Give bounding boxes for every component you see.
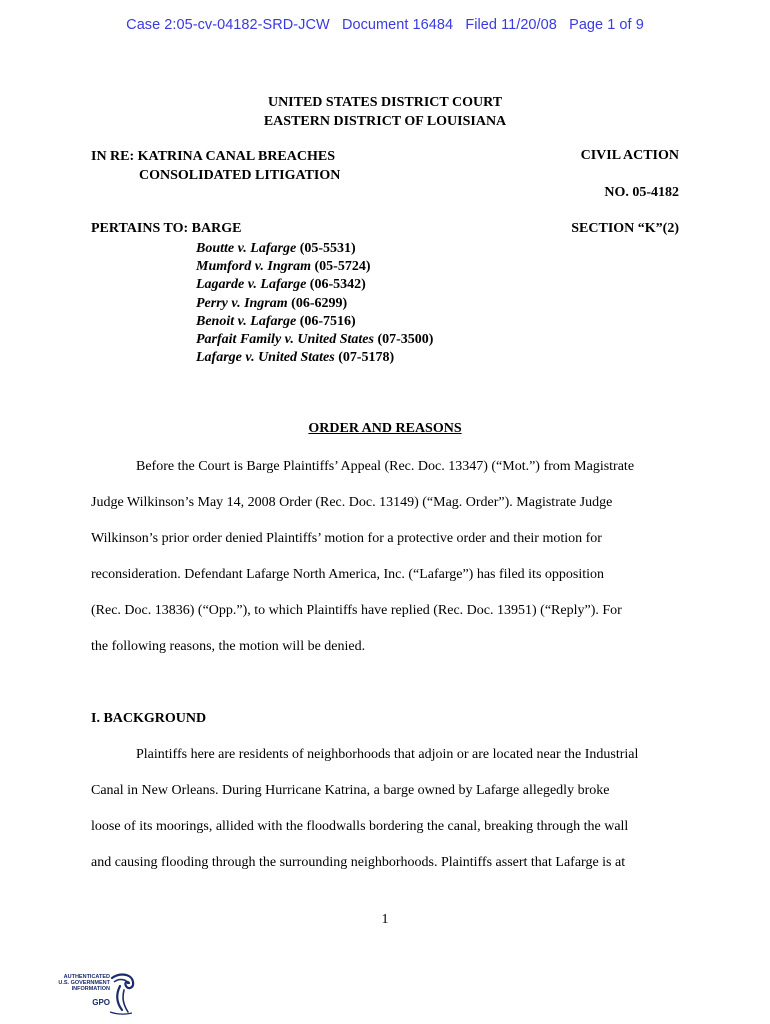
case-docket: (07-3500) — [377, 332, 434, 348]
page-number: 1 — [381, 912, 389, 927]
paragraph-line: Judge Wilkinson’s May 14, 2008 Order (Rec. Doc. 13149) (“Mag. Order”). Magistrate Judge — [91, 495, 613, 510]
background-heading: I. BACKGROUND — [91, 711, 207, 726]
paragraph-line: Plaintiffs here are residents of neighborhoods that adjoin or are located near the Industrial — [136, 747, 639, 762]
case-item — [196, 331, 433, 349]
paragraph-line: Canal in New Orleans. During Hurricane Katrina, a barge owned by Lafarge allegedly broke — [91, 783, 610, 798]
case-item — [196, 258, 433, 276]
case-item — [196, 313, 433, 331]
order-title: ORDER AND REASONS — [308, 421, 462, 436]
paragraph-line: reconsideration. Defendant Lafarge North America, Inc. (“Lafarge”) has filed its opposition — [91, 567, 605, 582]
case-docket: (07-5178) — [338, 350, 395, 366]
case-item — [196, 276, 433, 294]
court-name — [0, 94, 770, 131]
gpo-seal-text — [40, 974, 110, 993]
pertains-to: PERTAINS TO: BARGE — [91, 221, 242, 236]
paragraph-line: the following reasons, the motion will be denied. — [91, 639, 366, 654]
paragraph-line: Before the Court is Barge Plaintiffs’ Appeal (Rec. Doc. 13347) (“Mot.”) from Magistrate — [136, 459, 635, 474]
gpo-authentication-logo — [40, 972, 140, 1016]
ecf-filing-header: Case 2:05-cv-04182-SRD-JCW Document 16484 Filed 11/20/08 Page 1 of 9 — [126, 17, 644, 33]
in-re-line-1: IN RE: KATRINA CANAL BREACHES — [91, 149, 336, 164]
case-docket: (05-5724) — [314, 259, 371, 275]
case-name: Mumford v. Ingram — [196, 259, 312, 275]
case-docket: (06-7516) — [299, 313, 356, 329]
case-name: Lafarge v. United States — [196, 350, 335, 366]
related-cases-list — [196, 240, 433, 367]
case-name: Benoit v. Lafarge — [196, 313, 297, 329]
case-name: Parfait Family v. United States — [196, 332, 374, 348]
paragraph-line: and causing flooding through the surrounding neighborhoods. Plaintiffs assert that Lafarge is at — [91, 855, 626, 870]
case-docket: (05-5531) — [299, 241, 356, 256]
gpo-line-3: INFORMATION — [71, 986, 110, 993]
case-item — [196, 240, 433, 258]
case-item — [196, 295, 433, 313]
paragraph-line: Wilkinson’s prior order denied Plaintiffs’ motion for a protective order and their motion for — [91, 531, 602, 546]
case-name: Lagarde v. Lafarge — [196, 277, 307, 293]
eagle-icon — [106, 972, 136, 1016]
case-name: Perry v. Ingram — [196, 295, 288, 311]
case-docket: (06-6299) — [291, 295, 348, 311]
paragraph-line: (Rec. Doc. 13836) (“Opp.”), to which Plaintiffs have replied (Rec. Doc. 13951) (“Reply”). For — [91, 603, 622, 618]
gpo-line-1: AUTHENTICATED — [63, 974, 110, 980]
in-re-line-2: CONSOLIDATED LITIGATION — [139, 167, 341, 183]
section-label: SECTION “K”(2) — [571, 221, 679, 236]
civil-action-label: CIVIL ACTION — [580, 148, 679, 163]
gpo-line-2: U.S. GOVERNMENT — [58, 980, 110, 987]
court-line-1: UNITED STATES DISTRICT COURT — [267, 95, 503, 110]
gpo-word: GPO — [92, 998, 110, 1007]
paragraph-line: loose of its moorings, allided with the floodwalls bordering the canal, breaking through the wall — [91, 819, 629, 834]
case-caption-in-re — [91, 148, 340, 185]
case-name: Boutte v. Lafarge — [196, 241, 297, 256]
case-number: NO. 05-4182 — [604, 185, 679, 200]
case-item — [196, 349, 433, 367]
case-docket: (06-5342) — [309, 277, 366, 293]
court-line-2: EASTERN DISTRICT OF LOUISIANA — [263, 113, 507, 129]
